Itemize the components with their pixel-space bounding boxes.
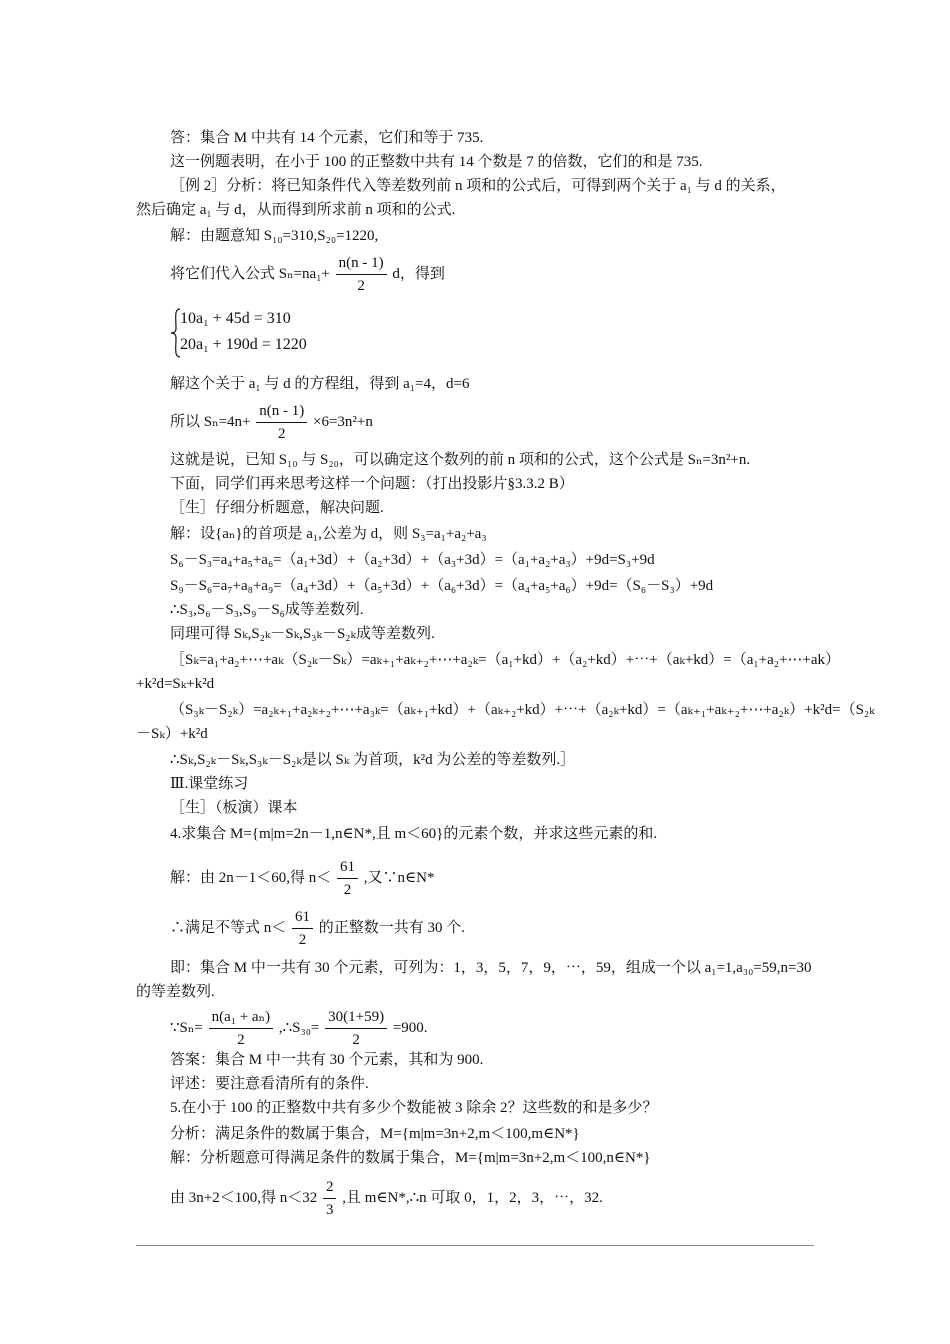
derivation-line: +k²d=Sₖ+k²d	[136, 676, 215, 692]
fraction-denominator: 3	[325, 1202, 334, 1218]
text-segment: ×6=3n²+n	[313, 413, 373, 430]
answer-line: 答案：集合 M 中一共有 30 个元素，其和为 900.	[170, 1052, 484, 1068]
text-segment: d，得到	[392, 265, 445, 282]
fraction	[337, 858, 358, 899]
text-line: 即：集合 M 中一共有 30 个元素，可列为：1，3，5，7，9，⋯，59，组成一个以 a₁=1,a₃₀=59,n=30	[170, 960, 812, 976]
text-segment: 的正整数一共有 30 个.	[318, 919, 466, 936]
derivation-line: －Sₖ）+k²d	[136, 726, 208, 742]
fraction	[325, 1008, 387, 1049]
formula-line	[170, 254, 445, 295]
formula-line	[170, 1008, 428, 1049]
fraction-denominator: 2	[352, 1032, 360, 1048]
text-segment: ∵Sₙ=	[170, 1019, 203, 1036]
text-line: 下面，同学们再来思考这样一个问题：（打出投影片§3.3.2 B）	[170, 476, 574, 492]
formula-line	[170, 908, 465, 949]
fraction-denominator: 2	[278, 426, 286, 442]
derivation-line: S₉－S₆=a₇+a₈+a₉=（a₄+3d）+（a₅+3d）+（a₆+3d）=（a₄+a₅+a₆）+9d=（S₆－S₃）+9d	[170, 578, 714, 594]
text-line: 解这个关于 a₁ 与 d 的方程组，得到 a₁=4，d=6	[170, 376, 470, 392]
derivation-line: S₆－S₃=a₄+a₅+a₆=（a₁+3d）+（a₂+3d）+（a₃+3d）=（a₁+a₂+a₃）+9d=S₃+9d	[170, 552, 655, 568]
fraction-numerator: n(a₁ + aₙ)	[209, 1008, 273, 1029]
fraction-numerator: 30(1+59)	[325, 1008, 387, 1029]
text-line: ［生］（板演）课本	[170, 800, 298, 816]
formula-line	[170, 402, 373, 443]
text-line: 评述：要注意看清所有的条件.	[170, 1076, 369, 1092]
example-2-analysis: ［例 2］分析：将已知条件代入等差数列前 n 项和的公式后，可得到两个关于 a₁ 与 d 的关系，	[170, 178, 786, 194]
text-line: 解：分析题意可得满足条件的数属于集合，M={m|m=3n+2,m＜100,n∈N*}	[170, 1150, 651, 1166]
fraction	[323, 1178, 337, 1219]
text-line: ∴S₃,S₆－S₃,S₉－S₆成等差数列.	[170, 602, 364, 618]
text-segment: =900.	[392, 1019, 428, 1036]
text-line: ∴Sₖ,S₂ₖ－Sₖ,S₃ₖ－S₂ₖ是以 Sₖ 为首项，k²d 为公差的等差数列.］	[170, 752, 576, 768]
text-segment: ,又∵n∈N*	[363, 869, 435, 886]
equation-row-2: 20a₁ + 190d = 1220	[180, 336, 307, 353]
exercise-5: 5.在小于 100 的正整数中共有多少个数能被 3 除余 2？这些数的和是多少？	[170, 1100, 658, 1116]
fraction-numerator: 61	[337, 858, 358, 879]
fraction-denominator: 2	[357, 278, 365, 294]
text-segment: 解：由 2n－1＜60,得 n＜	[170, 869, 332, 886]
section-heading: Ⅲ.课堂练习	[170, 776, 249, 792]
text-segment: ,且 m∈N*,∴n 可取 0，1，2，3，⋯，32.	[342, 1189, 603, 1206]
text-line: 同理可得 Sₖ,S₂ₖ－Sₖ,S₃ₖ－S₂ₖ成等差数列.	[170, 626, 435, 642]
text-line: 这就是说，已知 S₁₀ 与 S₂₀，可以确定这个数列的前 n 项和的公式，这个公式是 Sₙ=3n²+n.	[170, 452, 751, 468]
text-line: 的等差数列.	[136, 984, 215, 1000]
fraction	[209, 1008, 273, 1049]
fraction	[336, 254, 387, 295]
formula-line	[170, 858, 434, 899]
fraction-numerator: 61	[292, 908, 313, 929]
equation-row-1: 10a₁ + 45d = 310	[180, 310, 291, 327]
text-segment: 所以 Sₙ=4n+	[170, 413, 251, 430]
fraction-numerator: n(n - 1)	[336, 254, 387, 275]
text-line: 分析：满足条件的数属于集合，M={m|m=3n+2,m＜100,m∈N*}	[170, 1126, 580, 1142]
fraction-denominator: 2	[298, 932, 307, 948]
text-segment: ,∴S₃₀=	[278, 1019, 320, 1036]
text-segment: 由 3n+2＜100,得 n＜32	[170, 1189, 318, 1206]
text-line: ［生］仔细分析题意，解决问题.	[170, 500, 384, 516]
fraction-denominator: 2	[343, 882, 352, 898]
formula-line	[170, 1178, 603, 1219]
fraction	[292, 908, 313, 949]
derivation-line: ［Sₖ=a₁+a₂+⋯+aₖ（S₂ₖ－Sₖ）=aₖ₊₁+aₖ₊₂+⋯+a₂ₖ=（a₁+kd）+（a₂+kd）+⋯+（aₖ+kd）=（a₁+a₂+⋯+ak）	[170, 652, 841, 668]
fraction-denominator: 2	[237, 1032, 245, 1048]
text-segment: ∴满足不等式 n＜	[170, 919, 287, 936]
solution-line: 解：由题意知 S₁₀=310,S₂₀=1220,	[170, 228, 379, 244]
text-line: 解：设{aₙ}的首项是 a₁,公差为 d，则 S₃=a₁+a₂+a₃	[170, 526, 487, 542]
exercise-4: 4.求集合 M={m|m=2n－1,n∈N*,且 m＜60}的元素个数，并求这些元素的和.	[170, 826, 658, 842]
text-line: 然后确定 a₁ 与 d，从而得到所求前 n 项和的公式.	[136, 202, 456, 218]
fraction	[256, 402, 307, 443]
text-segment: 将它们代入公式 Sₙ=na₁+	[170, 265, 330, 282]
footer-divider	[136, 1245, 814, 1246]
fraction-numerator: n(n - 1)	[256, 402, 307, 423]
answer-line: 答：集合 M 中共有 14 个元素，它们和等于 735.	[170, 130, 484, 146]
derivation-line: （S₃ₖ－S₂ₖ）=a₂ₖ₊₁+a₂ₖ₊₂+⋯+a₃ₖ=（aₖ₊₁+kd）+（aₖ₊₂+kd）+⋯+（a₂ₖ+kd）=（aₖ₊₁+aₖ₊₂+⋯+a₂ₖ）+k²d=（S₂ₖ	[170, 702, 875, 718]
text-line: 这一例题表明，在小于 100 的正整数中共有 14 个数是 7 的倍数，它们的和是 735.	[170, 154, 703, 170]
fraction-numerator: 2	[323, 1178, 337, 1199]
